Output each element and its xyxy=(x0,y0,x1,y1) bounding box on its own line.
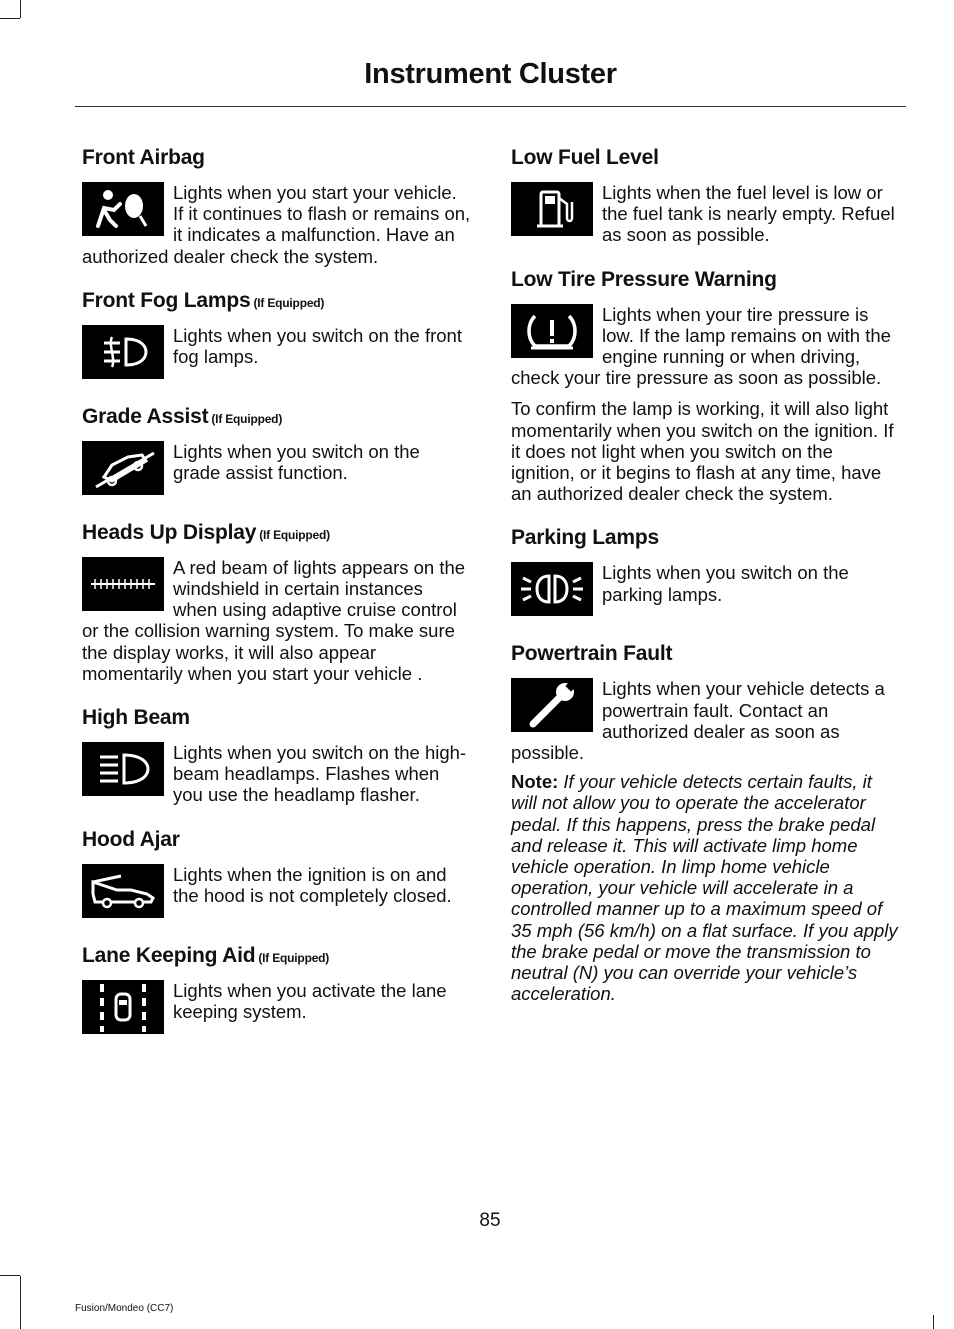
section-text: Lights when you switch on the high-beam headlamps. Flashes when you use the headlamp flasher. xyxy=(173,742,467,806)
airbag-icon xyxy=(82,182,164,236)
section-text: A red beam of lights appears on the windshield in certain instances when using adaptive cruise control or the collision warning system. To make sure the display works, it will also appear momentarily when you start your vehicle . xyxy=(82,556,466,684)
section-title: Grade Assist (If Equipped) xyxy=(82,404,283,428)
right-column xyxy=(511,146,901,1026)
crop-mark xyxy=(933,1315,934,1329)
section-title: Lane Keeping Aid (If Equipped) xyxy=(82,943,330,967)
left-column xyxy=(82,146,472,1060)
crop-mark xyxy=(20,0,21,18)
page-number: 85 xyxy=(479,1210,501,1231)
title-divider xyxy=(75,106,906,107)
fuel-pump-icon xyxy=(511,182,593,236)
section-low-tire-pressure xyxy=(511,268,901,505)
wrench-icon xyxy=(511,678,593,732)
footer-model: Fusion/Mondeo (CC7) xyxy=(75,1303,174,1314)
section-lane-keeping-aid xyxy=(82,944,472,1038)
section-low-fuel-level xyxy=(511,146,901,246)
section-parking-lamps xyxy=(511,526,901,620)
section-title: Powertrain Fault xyxy=(511,642,673,666)
crop-mark xyxy=(0,18,20,19)
heads-up-display-icon xyxy=(82,557,164,611)
hood-ajar-icon xyxy=(82,864,164,918)
section-title: Front Fog Lamps (If Equipped) xyxy=(82,288,325,312)
section-text: Lights when your vehicle detects a powertrain fault. Contact an authorized dealer as soon as possible. xyxy=(511,678,885,764)
section-title: Low Tire Pressure Warning xyxy=(511,267,777,291)
section-powertrain-fault xyxy=(511,642,901,1004)
lane-keeping-icon xyxy=(82,980,164,1034)
crop-mark xyxy=(20,1276,21,1329)
section-text: Lights when you switch on the grade assist function. xyxy=(173,440,420,484)
section-title: Front Airbag xyxy=(82,146,205,169)
section-text: Lights when you switch on the parking lamps. xyxy=(602,562,849,605)
note-text: If your vehicle detects certain faults, it will not allow you to operate the accelerator pedal. If this happens, press the brake pedal and release it. This will activate limp home vehicle operation. In limp home vehicle operation, your vehicle will accelerate in a controlled manner up to a maximum speed of 35 mph (56 km/h) on a flat surface. If you apply the brake pedal or move the transmission to neutral (N) you can override your vehicle’s acceleration. xyxy=(511,771,898,1005)
section-text: Lights when you switch on the front fog lamps. xyxy=(173,324,462,368)
section-front-fog-lamps xyxy=(82,289,472,383)
section-hood-ajar xyxy=(82,828,472,922)
section-text: Lights when you start your vehicle. If it continues to flash or remains on, it indicates a malfunction. Have an authorized dealer check the system. xyxy=(82,182,471,267)
section-text: Lights when you activate the lane keeping system. xyxy=(173,979,447,1022)
grade-assist-icon xyxy=(82,441,164,495)
section-title: Heads Up Display (If Equipped) xyxy=(82,520,330,544)
section-text: Lights when your tire pressure is low. If the lamp remains on with the engine running or when driving, check your tire pressure as soon as possible. xyxy=(511,303,891,389)
section-grade-assist xyxy=(82,405,472,499)
section-text-secondary: To confirm the lamp is working, it will also light momentarily when you switch on the ignition. If it does not light when you switch on the ignition, or it begins to flash at any time, have an authorized dealer check the system. xyxy=(511,398,894,505)
section-text: Lights when the fuel level is low or the fuel tank is nearly empty. Refuel as soon as possible. xyxy=(602,182,895,246)
section-title: Low Fuel Level xyxy=(511,146,659,169)
crop-mark xyxy=(0,1275,20,1276)
section-title: Hood Ajar xyxy=(82,827,180,851)
note-label: Note: xyxy=(511,771,559,793)
tire-pressure-icon xyxy=(511,304,593,358)
page-title: Instrument Cluster xyxy=(364,58,617,90)
high-beam-icon xyxy=(82,742,164,796)
section-heads-up-display xyxy=(82,521,472,684)
parking-lamps-icon xyxy=(511,562,593,616)
front-fog-lamp-icon xyxy=(82,325,164,379)
note-paragraph xyxy=(511,771,901,1004)
section-text: Lights when the ignition is on and the hood is not completely closed. xyxy=(173,863,452,906)
section-title: Parking Lamps xyxy=(511,526,659,550)
section-front-airbag xyxy=(82,146,472,267)
section-title: High Beam xyxy=(82,706,190,730)
section-high-beam xyxy=(82,706,472,806)
